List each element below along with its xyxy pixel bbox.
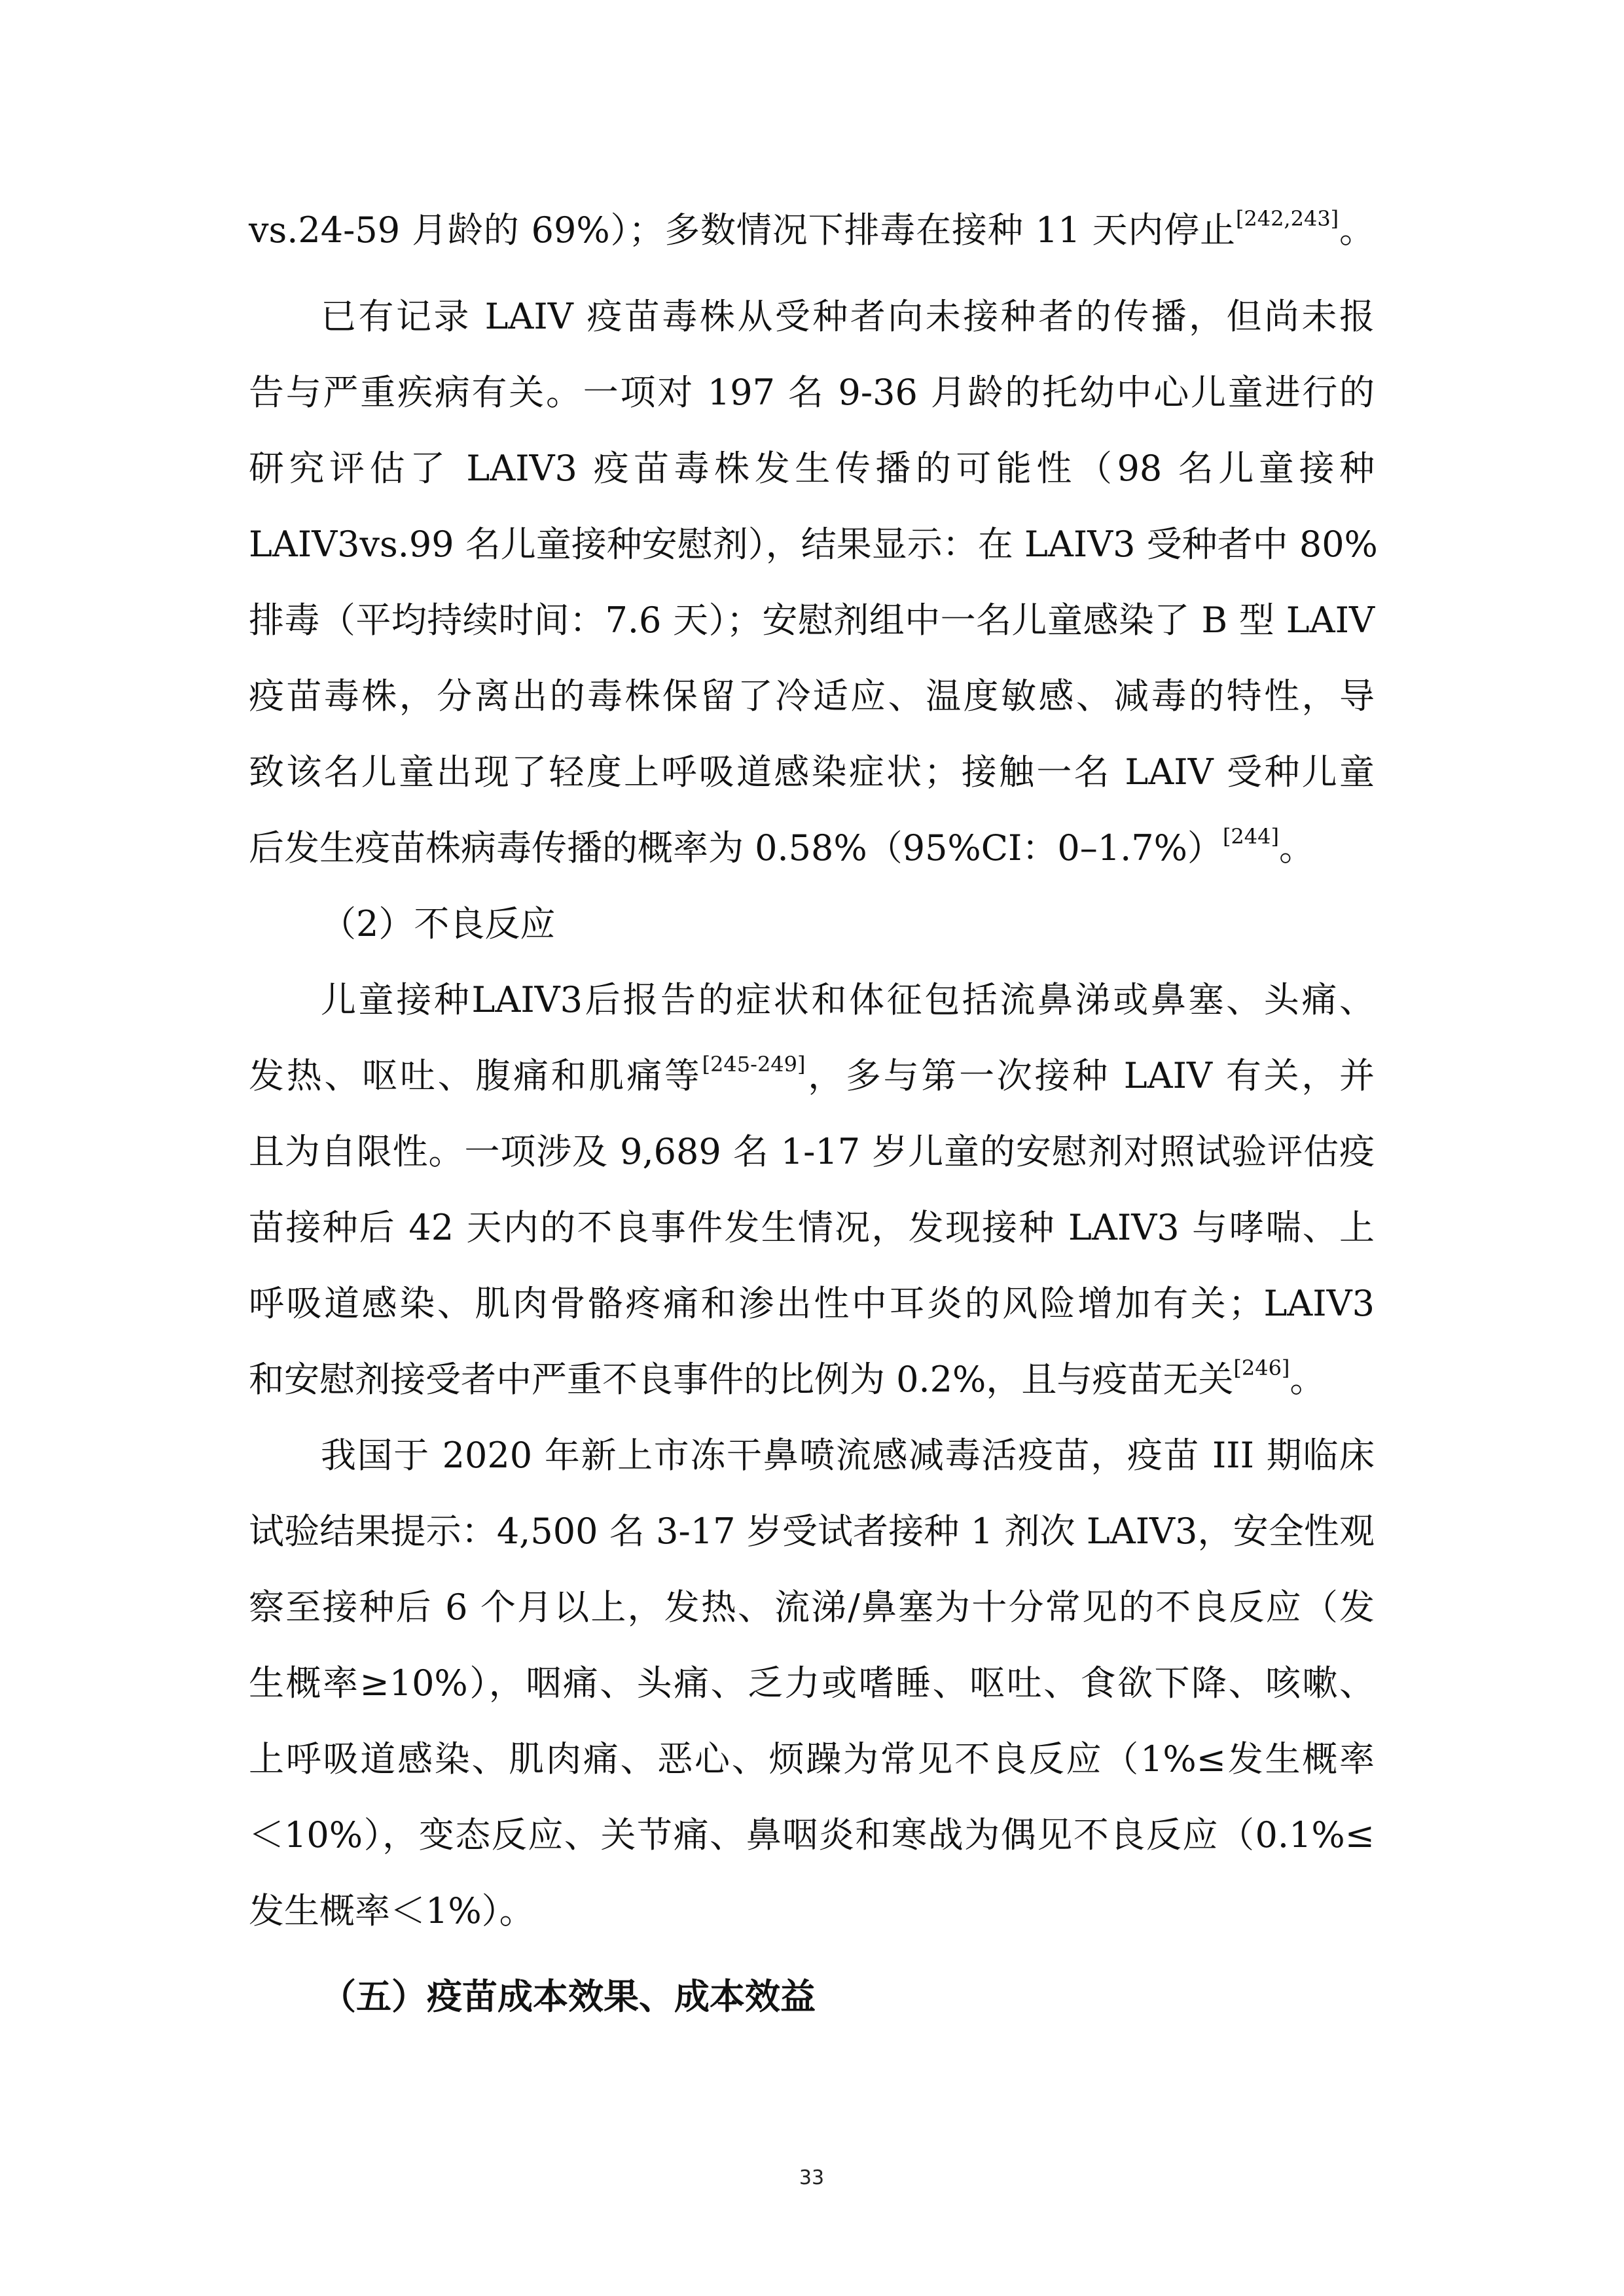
citation-244[interactable]: [244] [1222, 824, 1279, 849]
text-line-17: 我国于 2020 年新上市冻干鼻喷流感减毒活疫苗，疫苗 III 期临床 [321, 1435, 1375, 1476]
text-line-23: 发生概率＜1%）。 [249, 1890, 535, 1931]
text-line-21: 上呼吸道感染、肌肉痛、恶心、烦躁为常见不良反应（1%≤发生概率 [249, 1738, 1375, 1780]
text-line-2: 已有记录 LAIV 疫苗毒株从受种者向未接种者的传播，但尚未报 [321, 296, 1375, 337]
text-line-9: 后发生疫苗株病毒传播的概率为 0.58%（95%CI：0–1.7%）[244]。 [249, 824, 1314, 869]
text-line-22: ＜10%），变态反应、关节痛、鼻咽炎和寒战为偶见不良反应（0.1%≤ [249, 1814, 1375, 1856]
text-line-1: vs.24-59 月龄的 69%）；多数情况下排毒在接种 11 天内停止[242,243]。 [249, 206, 1375, 251]
citation-242-243[interactable]: [242,243] [1235, 206, 1339, 231]
text-line-11: 儿童接种LAIV3后报告的症状和体征包括流鼻涕或鼻塞、头痛、 [321, 979, 1375, 1020]
text-line-12: 发热、呕吐、腹痛和肌痛等[245-249]，多与第一次接种 LAIV 有关，并 [249, 1052, 1375, 1096]
text-line-19: 察至接种后 6 个月以上，发热、流涕/鼻塞为十分常见的不良反应（发 [249, 1587, 1375, 1628]
page-number: 33 [799, 2166, 825, 2189]
text-line-13: 且为自限性。一项涉及 9,689 名 1-17 岁儿童的安慰剂对照试验评估疫 [249, 1131, 1375, 1172]
text-line-7: 疫苗毒株，分离出的毒株保留了冷适应、温度敏感、减毒的特性，导 [249, 675, 1375, 717]
text-line-5: LAIV3vs.99 名儿童接种安慰剂），结果显示：在 LAIV3 受种者中 80% [249, 524, 1378, 565]
text-line-16: 和安慰剂接受者中严重不良事件的比例为 0.2%，且与疫苗无关[246]。 [249, 1355, 1326, 1400]
subsection-heading: （2）不良反应 [321, 903, 556, 944]
text-line-3: 告与严重疾病有关。一项对 197 名 9-36 月龄的托幼中心儿童进行的 [249, 372, 1375, 413]
text-line-20: 生概率≥10%），咽痛、头痛、乏力或嗜睡、呕吐、食欲下降、咳嗽、 [249, 1662, 1375, 1704]
text-line-4: 研究评估了 LAIV3 疫苗毒株发生传播的可能性（98 名儿童接种 [249, 448, 1375, 489]
text-line-6: 排毒（平均持续时间：7.6 天）；安慰剂组中一名儿童感染了 B 型 LAIV [249, 600, 1375, 641]
citation-245-249[interactable]: [245-249] [702, 1052, 806, 1077]
text-line-15: 呼吸道感染、肌肉骨骼疼痛和渗出性中耳炎的风险增加有关；LAIV3 [249, 1283, 1375, 1324]
citation-246[interactable]: [246] [1233, 1355, 1290, 1380]
text-line-18: 试验结果提示：4,500 名 3-17 岁受试者接种 1 剂次 LAIV3，安全性观 [249, 1511, 1375, 1552]
text-line-8: 致该名儿童出现了轻度上呼吸道感染症状；接触一名 LAIV 受种儿童 [249, 751, 1375, 793]
text-line-14: 苗接种后 42 天内的不良事件发生情况，发现接种 LAIV3 与哮喘、上 [249, 1207, 1375, 1248]
section-heading: （五）疫苗成本效果、成本效益 [321, 1975, 816, 2017]
